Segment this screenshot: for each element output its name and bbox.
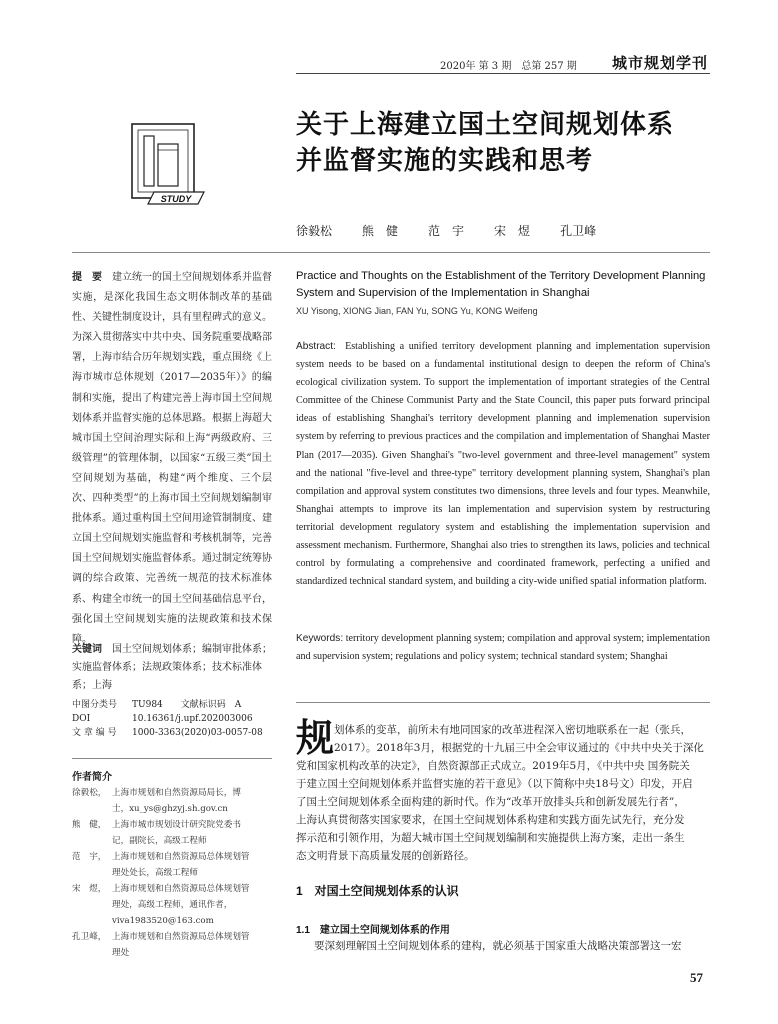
author-intro-name: 范 宇， [72, 852, 107, 862]
author-intro-line: 理处，高级工程师，通讯作者， [112, 900, 233, 910]
author-intro-line: 上海市规划和自然资源局总体规划管 [112, 852, 250, 862]
divider [72, 252, 710, 253]
author-name: 熊 健 [362, 224, 399, 238]
divider [296, 702, 710, 703]
author-intro-list [72, 785, 277, 961]
author-intro-line: 上海市规划和自然资源局总体规划管 [112, 884, 250, 894]
body-line: 2017）。2018年3月，根据党的十九届三中全会审议通过的《中共中央关于深化 [334, 742, 704, 754]
journal-brand: 城市规划学刊 [612, 54, 709, 72]
english-keywords [296, 630, 710, 666]
author-intro-name: 孔卫峰， [72, 932, 107, 942]
author-intro-line: 记，副院长，高级工程师 [112, 836, 207, 846]
english-keywords-text: territory development planning system; compilation and approval system; implementation and supervision system; regulations and policy system; technical standard system; Shanghai [296, 633, 710, 662]
chinese-keywords [72, 641, 272, 695]
section-heading: 1 对国土空间规划体系的认识 [296, 884, 459, 898]
english-abstract-text: Establishing a unified territory development planning and implementation supervision system needs to be based on a fundamental institutional design to deepen the reform of China's ecological civilization system. To support the implementation of important strategies of the Central Committee of the Chinese Communist Party and the State Council, this paper puts forward principal ideas of establishing Shanghai's territory development planning and implemenation supervision system by referring to previous practices and the compilation and implementation of Shanghai Master Plan (2017—2035). Given Shanghai's "two-level government and three-level management" system and the national "five-level and three-type" territory development planning system, Shanghai's plan compilation and approval system constitutes two dimensions, three levels and four types. Meanwhile, Shanghai attempts to improve its lan implementation and supervision system by restructuring territorial development regulatory system and establishing the implementation supervision and assessment mechanism. Furthermore, Shanghai also tries to strengthen its laws, policies and technical control by formulating a comprehensive and coordinated framework, perfecting a unified and standardized technical standard system, and building a city-wide unified spatial information platform. [296, 341, 711, 588]
author-intro-line: 士，xu_ys@ghzyj.sh.gov.cn [112, 804, 228, 814]
author-intro-line: 理处 [112, 948, 130, 958]
article-title-line2: 并监督实施的实践和思考 [296, 146, 594, 176]
header-rule [296, 73, 710, 74]
keywords-text: 国土空间规划体系；编制审批体系；实施监督体系；法规政策体系；技术标准体系；上海 [72, 644, 272, 691]
author-intro-name: 宋 煜， [72, 884, 107, 894]
classification-meta [72, 698, 282, 740]
author-intro-name: 熊 健， [72, 820, 107, 830]
author-name: 徐毅松 [296, 224, 333, 238]
author-name: 宋 煜 [494, 224, 531, 238]
body-line: 挥示范和引领作用，为超大城市国土空间规划编制和实施提供上海方案，走出一条生 [296, 832, 685, 844]
meta-row [72, 698, 282, 712]
meta-key: 中图分类号 [72, 700, 118, 710]
english-abstract [296, 338, 710, 591]
author-intro-line: 理处处长，高级工程师 [112, 868, 198, 878]
author-name: 孔卫峰 [560, 224, 597, 238]
english-authors: XU Yisong, XIONG Jian, FAN Yu, SONG Yu, KONG Weifeng [296, 306, 538, 316]
author-intro-item [72, 785, 277, 817]
abstract-text: 建立统一的国土空间规划体系并监督实施，是深化我国生态文明体制改革的基础性、关键性制度设计，具有里程碑式的意义。为深入贯彻落实中共中央、国务院重要战略部署，上海市结合历年规划实践，重点围绕《上海市城市总体规划（2017—2035年）》的编制和实施，提出了构建完善上海市国土空间规划体系并监督实施的总体思路。根据上海超大城市国土空间治理实际和上海“两级政府、三级管理”的管理体制，以国家“五级三类”国土空间规划为基础，构建“两个维度、三个层次、四种类型”的上海市国土空间规划编制审批体系。通过重构国土空间用途管制制度、建立国土空间规划实施监督和考核机制等，完善国土空间规划实施监督体系。通过制定统筹协调的综合政策、完善统一规范的技术标准体系、构建全市统一的国土空间基础信息平台，强化国土空间规划实施的法规政策和技术保障。 [72, 272, 272, 645]
study-logo [118, 118, 214, 214]
english-title: Practice and Thoughts on the Establishment of the Territory Development Planning System and Supervision of the Implementation in Shanghai [296, 270, 706, 299]
author-intro-item [72, 817, 277, 849]
english-keywords-label: Keywords: [296, 633, 344, 644]
abstract-label: 提 要 [72, 272, 102, 283]
body-line: 党和国家机构改革的决定》，自然资源部正式成立。2019年5月，《中共中央 国务院关 [296, 760, 690, 772]
body-line: 于建立国土空间规划体系并监督实施的若干意见》（以下简称中央18号文）印发，开启 [296, 778, 693, 790]
body-line: 了国土空间规划体系全面构建的新时代。作为“改革开放排头兵和创新发展先行者”， [296, 796, 685, 808]
author-intro-line: 上海市规划和自然资源局局长，博 [112, 788, 241, 798]
drop-cap: 规 [296, 715, 335, 760]
study-logo-text: STUDY [160, 194, 192, 204]
author-list [296, 222, 596, 239]
author-intro-heading: 作者简介 [72, 772, 112, 783]
meta-row [72, 712, 282, 726]
body-line: 态文明背景下高质量发展的创新路径。 [296, 850, 475, 862]
author-intro-line: viva1983520@163.com [112, 916, 214, 926]
body-line: 上海认真贯彻落实国家要求，在国土空间规划体系构建和实践方面先试先行，充分发 [296, 814, 685, 826]
journal-issue: 2020年 第 3 期 总第 257 期 [440, 61, 577, 72]
meta-value: 1000-3363(2020)03-0057-08 [132, 728, 263, 738]
page-number: 57 [690, 970, 703, 985]
english-abstract-label: Abstract: [296, 341, 336, 352]
author-intro-line: 上海市城市规划设计研究院党委书 [112, 820, 241, 830]
article-title-line1: 关于上海建立国土空间规划体系 [296, 110, 675, 140]
meta-row [72, 726, 282, 740]
meta-key: 文 章 编 号 [72, 728, 117, 738]
meta-value: 10.16361/j.upf.202003006 [132, 714, 253, 724]
author-intro-name: 徐毅松， [72, 788, 107, 798]
body-line: 要深刻理解国土空间规划体系的建构，就必须基于国家重大战略决策部署这一宏 [314, 940, 682, 952]
meta-key: DOI [72, 714, 91, 724]
meta-value: TU984 文献标识码 A [132, 700, 242, 710]
author-intro-item [72, 849, 277, 881]
body-line: 划体系的变革，前所未有地同国家的改革进程深入密切地联系在一起（张兵， [334, 724, 691, 736]
chinese-abstract [72, 268, 272, 650]
author-intro-line: 上海市规划和自然资源局总体规划管 [112, 932, 250, 942]
author-name: 范 宇 [428, 224, 465, 238]
author-intro-item [72, 929, 277, 961]
author-intro-item [72, 881, 277, 929]
divider [72, 758, 272, 759]
subsection-heading: 1.1 建立国土空间规划体系的作用 [296, 925, 450, 936]
keywords-label: 关键词 [72, 644, 102, 655]
